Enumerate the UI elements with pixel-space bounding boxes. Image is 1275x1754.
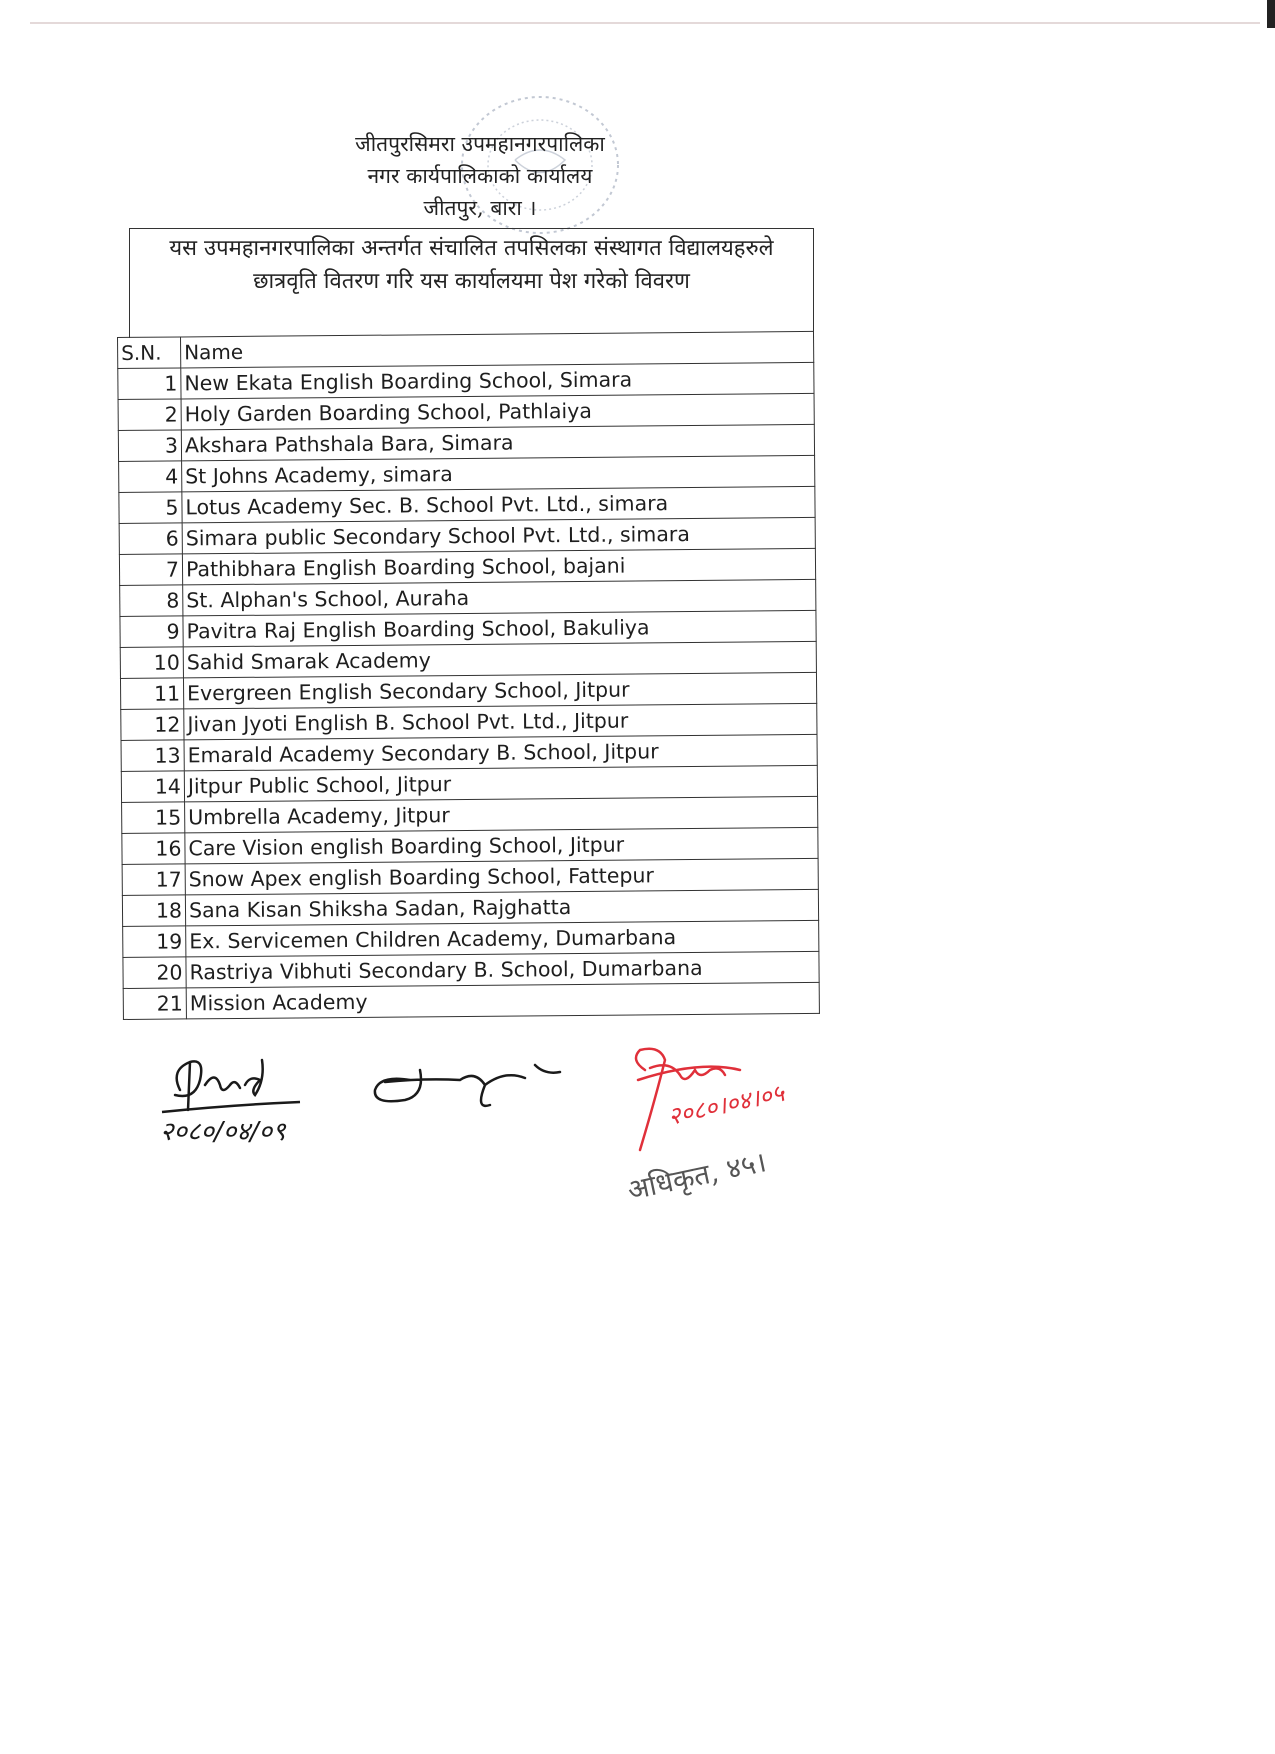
row-school-name: New Ekata English Boarding School, Simara <box>181 362 814 399</box>
row-sn: 6 <box>119 523 182 555</box>
row-school-name: Simara public Secondary School Pvt. Ltd., simara <box>182 517 815 554</box>
row-sn: 9 <box>120 616 183 648</box>
row-sn: 5 <box>119 492 182 524</box>
row-school-name: St Johns Academy, simara <box>182 455 815 492</box>
row-sn: 11 <box>120 678 183 710</box>
row-school-name: Care Vision english Boarding School, Jitpur <box>185 827 818 864</box>
row-sn: 1 <box>118 368 181 400</box>
row-school-name: Sana Kisan Shiksha Sadan, Rajghatta <box>185 889 818 926</box>
row-school-name: Sahid Smarak Academy <box>183 641 816 678</box>
row-school-name: Umbrella Academy, Jitpur <box>185 796 818 833</box>
row-school-name: Jitpur Public School, Jitpur <box>184 765 817 802</box>
row-school-name: Jivan Jyoti English B. School Pvt. Ltd., Jitpur <box>184 703 817 740</box>
row-sn: 21 <box>123 988 186 1020</box>
row-sn: 14 <box>121 771 184 803</box>
row-sn: 10 <box>120 647 183 679</box>
office-header <box>230 128 730 224</box>
signature-left <box>150 1040 350 1150</box>
row-school-name: Snow Apex english Boarding School, Fattepur <box>185 858 818 895</box>
municipality-name: जीतपुरसिमरा उपमहानगरपालिका <box>355 132 605 156</box>
row-sn: 16 <box>122 833 185 865</box>
row-sn: 7 <box>119 554 182 586</box>
row-sn: 3 <box>118 430 181 462</box>
table-row <box>123 982 819 1019</box>
row-sn: 20 <box>123 957 186 989</box>
signature-right-date: २०८०।०४।०५ <box>665 1078 787 1131</box>
signature-left-date: २०८०/०४/०९ <box>160 1117 286 1147</box>
scan-border-line <box>30 22 1260 24</box>
header-sn: S.N. <box>118 337 181 369</box>
row-sn: 4 <box>119 461 182 493</box>
row-school-name: Lotus Academy Sec. B. School Pvt. Ltd., simara <box>182 486 815 523</box>
row-sn: 8 <box>120 585 183 617</box>
row-school-name: Pavitra Raj English Boarding School, Bakuliya <box>183 610 816 647</box>
row-sn: 17 <box>122 864 185 896</box>
row-school-name: St. Alphan's School, Auraha <box>183 579 816 616</box>
row-sn: 2 <box>118 399 181 431</box>
row-school-name: Emarald Academy Secondary B. School, Jitpur <box>184 734 817 771</box>
office-name: नगर कार्यपालिकाको कार्यालय <box>367 164 593 188</box>
row-sn: 15 <box>122 802 185 834</box>
row-school-name: Ex. Servicemen Children Academy, Dumarbana <box>186 920 819 957</box>
signature-right <box>620 1040 850 1210</box>
row-sn: 13 <box>121 740 184 772</box>
row-sn: 12 <box>121 709 184 741</box>
row-school-name: Evergreen English Secondary School, Jitpur <box>183 672 816 709</box>
schools-table <box>117 331 820 1020</box>
table-caption: यस उपमहानगरपालिका अन्तर्गत संचालित तपसिलका संस्थागत विद्यालयहरुले छात्रवृति वितरण गरि यस कार्यालयमा पेश गरेको विवरण <box>129 228 814 338</box>
signature-right-title: अधिकृत, ४५। <box>624 1145 770 1207</box>
header-name: Name <box>181 331 814 368</box>
row-school-name: Akshara Pathshala Bara, Simara <box>181 424 814 461</box>
office-address: जीतपुर, बारा । <box>423 196 537 220</box>
row-school-name: Pathibhara English Boarding School, bajani <box>182 548 815 585</box>
row-sn: 18 <box>122 895 185 927</box>
row-sn: 19 <box>123 926 186 958</box>
row-school-name: Mission Academy <box>186 982 819 1019</box>
row-school-name: Rastriya Vibhuti Secondary B. School, Dumarbana <box>186 951 819 988</box>
signature-middle <box>365 1050 575 1120</box>
scan-edge-mark <box>1267 0 1275 28</box>
row-school-name: Holy Garden Boarding School, Pathlaiya <box>181 393 814 430</box>
